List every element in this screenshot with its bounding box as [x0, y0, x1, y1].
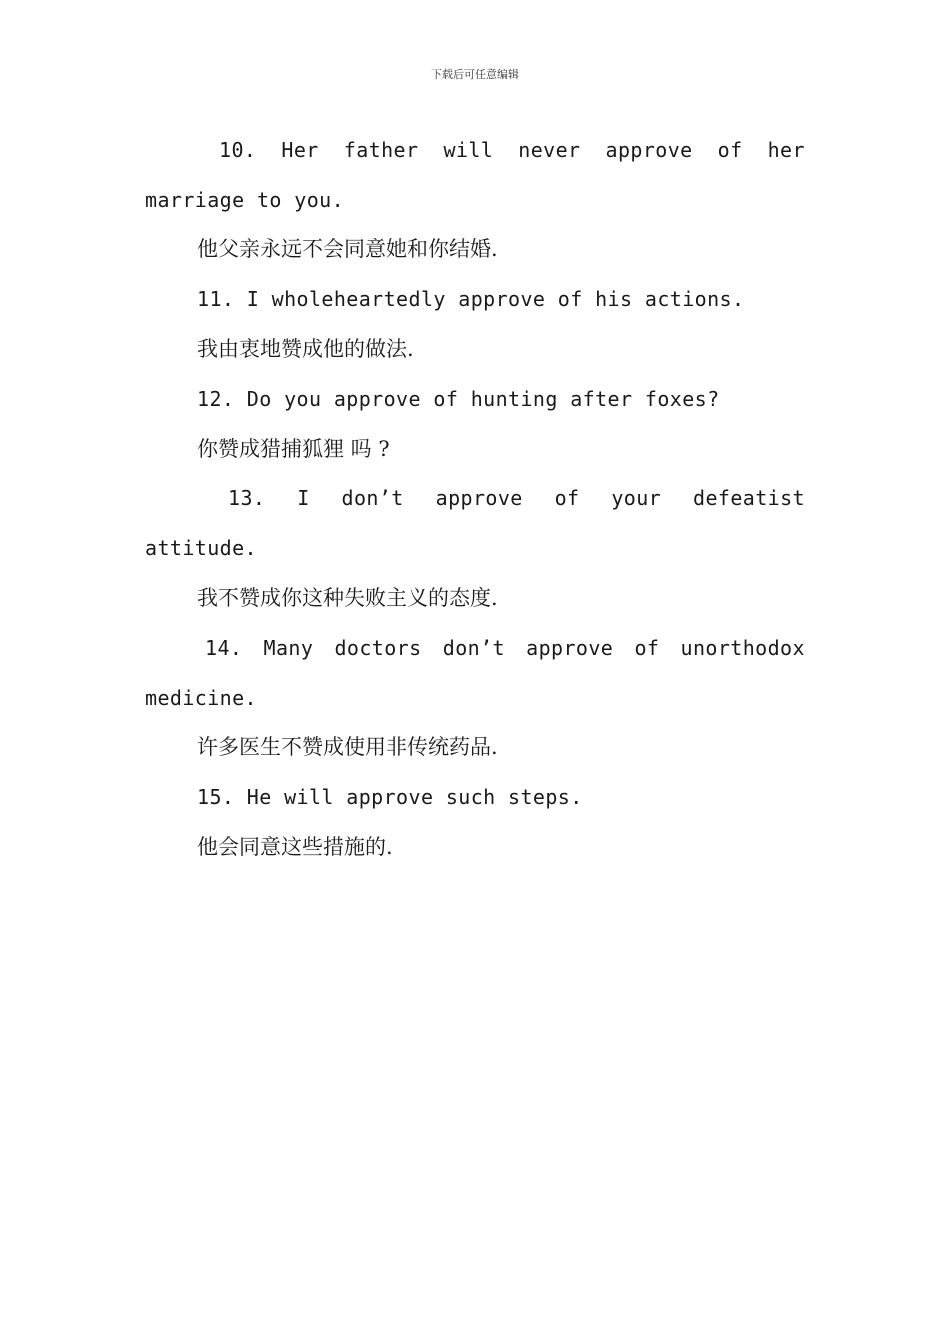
word: defeatist	[693, 486, 805, 510]
sentence-14-line-2: medicine.	[145, 686, 257, 710]
page-header: 下载后可任意编辑	[431, 68, 519, 81]
word: approve	[526, 636, 614, 660]
word: I	[297, 486, 310, 510]
sentence-13-line-2: attitude.	[145, 536, 257, 560]
word: 10.	[219, 138, 257, 162]
word: of	[634, 636, 660, 660]
sentence-12-translation: 你赞成猎捕狐狸 吗 ?	[197, 437, 390, 461]
word: never	[518, 138, 581, 162]
sentence-10-translation: 他父亲永远不会同意她和你结婚.	[197, 237, 498, 261]
word: father	[343, 138, 419, 162]
word: approve	[435, 486, 523, 510]
sentence-13-translation: 我不赞成你这种失败主义的态度.	[197, 586, 498, 610]
word: Her	[281, 138, 319, 162]
word: 13.	[228, 486, 266, 510]
word: don’t	[341, 486, 404, 510]
sentence-15-translation: 他会同意这些措施的.	[197, 835, 393, 859]
sentence-11: 11. I wholeheartedly approve of his actions.	[197, 287, 745, 311]
word: will	[443, 138, 494, 162]
sentence-10-line-2: marriage to you.	[145, 188, 345, 212]
word: don’t	[442, 636, 505, 660]
word: your	[611, 486, 662, 510]
word: 14.	[205, 636, 243, 660]
sentence-10-line-1	[145, 135, 805, 165]
sentence-14-line-1	[145, 633, 805, 663]
sentence-12: 12. Do you approve of hunting after foxes?	[197, 387, 720, 411]
sentence-11-translation: 我由衷地赞成他的做法.	[197, 337, 414, 361]
word: Many	[263, 636, 314, 660]
word: of	[554, 486, 580, 510]
sentence-13-line-1	[145, 483, 805, 513]
sentence-15: 15. He will approve such steps.	[197, 785, 583, 809]
word: doctors	[334, 636, 422, 660]
word: unorthodox	[680, 636, 805, 660]
word: approve	[605, 138, 693, 162]
word: her	[767, 138, 805, 162]
word: of	[717, 138, 743, 162]
sentence-14-translation: 许多医生不赞成使用非传统药品.	[197, 735, 498, 759]
